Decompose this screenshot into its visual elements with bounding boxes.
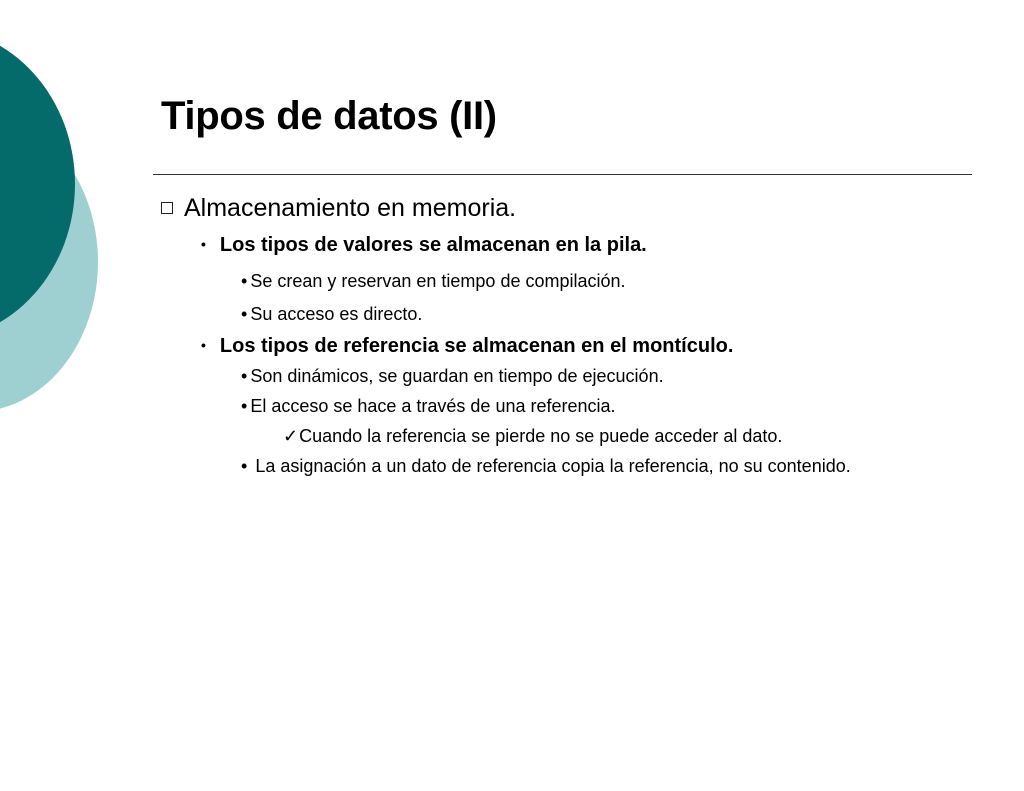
bullet-dot: •	[241, 456, 248, 476]
bullet-dot: •	[201, 337, 206, 353]
bullet-item-level4	[283, 426, 782, 447]
bullet-text: El acceso se hace a través de una referencia.	[250, 396, 616, 416]
bullet-item-level3	[241, 396, 616, 417]
bullet-text: Los tipos de referencia se almacenan en el montículo.	[219, 335, 734, 357]
bullet-text: Son dinámicos, se guardan en tiempo de ejecución.	[250, 366, 664, 386]
bullet-item-level1	[161, 194, 516, 223]
square-bullet-icon	[161, 202, 173, 214]
bullet-item-level2	[201, 234, 647, 257]
bullet-dot: •	[241, 304, 248, 324]
bullet-text: Los tipos de valores se almacenan en la pila.	[219, 234, 647, 256]
bullet-dot: •	[241, 396, 248, 416]
bullet-text: La asignación a un dato de referencia copia la referencia, no su contenido.	[250, 456, 851, 476]
bullet-text: Su acceso es directo.	[250, 304, 423, 324]
bullet-item-level3	[241, 456, 851, 477]
bullet-text: Almacenamiento en memoria.	[184, 194, 517, 222]
bullet-dot: •	[201, 236, 206, 252]
bullet-item-level3	[241, 304, 422, 325]
bullet-text: Cuando la referencia se pierde no se puede acceder al dato.	[299, 426, 783, 446]
bullet-item-level3	[241, 366, 664, 387]
bullet-dot: •	[241, 271, 248, 291]
bullet-item-level2	[201, 335, 733, 358]
checkmark-icon: ✓	[283, 426, 299, 446]
slide-title: Tipos de datos (II)	[161, 94, 497, 138]
title-divider	[153, 174, 972, 175]
bullet-text: Se crean y reservan en tiempo de compilación.	[250, 271, 626, 291]
bullet-item-level3	[241, 271, 626, 292]
bullet-dot: •	[241, 366, 248, 386]
